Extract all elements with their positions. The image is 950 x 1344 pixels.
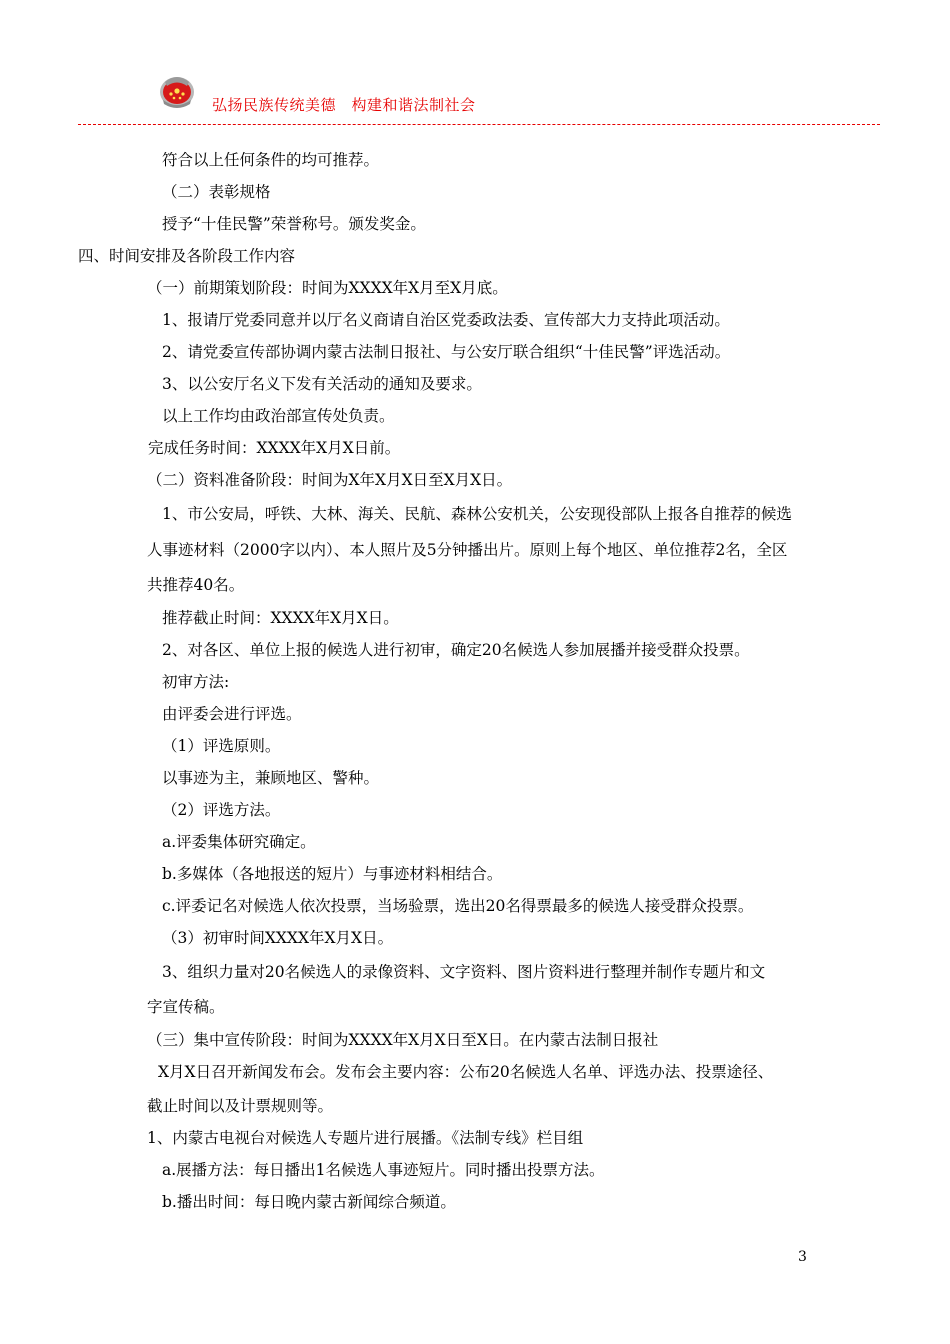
section-heading: （二）资料准备阶段：时间为X年X月X日至X月X日。 [147, 471, 513, 489]
paragraph-line: 符合以上任何条件的均可推荐。 [162, 151, 380, 169]
paragraph-line: 1、报请厅党委同意并以厅名义商请自治区党委政法委、宣传部大力支持此项活动。 [162, 311, 730, 329]
paragraph-line: 完成任务时间：XXXX年X月X日前。 [148, 439, 401, 457]
page-header [0, 0, 950, 140]
paragraph-line: 1、内蒙古电视台对候选人专题片进行展播。《法制专线》栏目组 [147, 1129, 584, 1147]
paragraph-line: 推荐截止时间：XXXX年X月X日。 [162, 609, 399, 627]
police-badge-icon [157, 70, 197, 110]
section-heading: 四、时间安排及各阶段工作内容 [78, 247, 296, 265]
paragraph-line: 授予“十佳民警”荣誉称号。颁发奖金。 [162, 215, 426, 233]
paragraph-line: X月X日召开新闻发布会。发布会主要内容：公布20名候选人名单、评选办法、投票途径、 [158, 1063, 774, 1081]
header-title: 弘扬民族传统美德 构建和谐法制社会 [212, 96, 476, 114]
paragraph-line: 字宣传稿。 [147, 998, 225, 1016]
paragraph-line: 以上工作均由政治部宣传处负责。 [162, 407, 395, 425]
paragraph-line: 截止时间以及计票规则等。 [147, 1097, 334, 1115]
section-heading: （二）表彰规格 [162, 183, 271, 201]
page-number: 3 [798, 1249, 807, 1265]
paragraph-line: 2、请党委宣传部协调内蒙古法制日报社、与公安厅联合组织“十佳民警”评选活动。 [162, 343, 731, 361]
header-divider [78, 124, 880, 125]
section-heading: （三）集中宣传阶段：时间为XXXX年X月X日至X日。在内蒙古法制日报社 [147, 1031, 659, 1049]
paragraph-line: a.评委集体研究确定。 [162, 833, 316, 851]
paragraph-line: b.多媒体（各地报送的短片）与事迹材料相结合。 [162, 865, 503, 883]
paragraph-line: （3）初审时间XXXX年X月X日。 [162, 929, 394, 947]
paragraph-line: b.播出时间：每日晚内蒙古新闻综合频道。 [162, 1193, 456, 1211]
paragraph-line: 初审方法: [162, 673, 230, 691]
paragraph-line: 由评委会进行评选。 [162, 705, 302, 723]
section-heading: （一）前期策划阶段：时间为XXXX年X月至X月底。 [147, 279, 508, 297]
paragraph-line: （1）评选原则。 [162, 737, 281, 755]
paragraph-line: 2、对各区、单位上报的候选人进行初审，确定20名候选人参加展播并接受群众投票。 [162, 641, 750, 659]
paragraph-line: 3、组织力量对20名候选人的录像资料、文字资料、图片资料进行整理并制作专题片和文 [162, 963, 766, 981]
paragraph-line: 以事迹为主，兼顾地区、警种。 [162, 769, 380, 787]
paragraph-line: （2）评选方法。 [162, 801, 281, 819]
paragraph-line: 3、以公安厅名义下发有关活动的通知及要求。 [162, 375, 482, 393]
paragraph-line: 1、市公安局，呼铁、大林、海关、民航、森林公安机关，公安现役部队上报各自推荐的候选 [162, 505, 792, 523]
paragraph-line: 共推荐40名。 [147, 576, 245, 594]
paragraph-line: a.展播方法：每日播出1名候选人事迹短片。同时播出投票方法。 [162, 1161, 605, 1179]
paragraph-line: c.评委记名对候选人依次投票，当场验票，选出20名得票最多的候选人接受群众投票。 [162, 897, 754, 915]
paragraph-line: 人事迹材料（2000字以内）、本人照片及5分钟播出片。原则上每个地区、单位推荐2名，全区 [147, 541, 788, 559]
